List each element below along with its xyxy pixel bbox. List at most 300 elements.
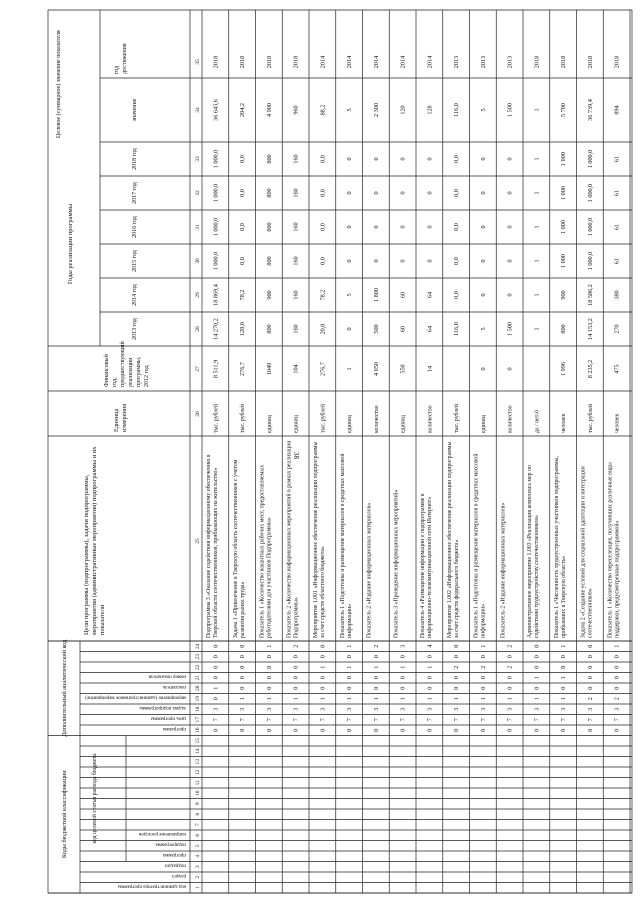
code-cell: 4: [426, 644, 434, 648]
row-label: Мероприятие 1.001 «Информационное обеспечение реализации подпрограммыза счет средств областного бюджета»: [313, 441, 326, 638]
row-label: Показатель 1 «Количество вакантных рабочих мест, предоставляемыхработодателями для участников Подпрограммы»: [259, 464, 273, 638]
column-number: 35: [195, 59, 201, 65]
column-number: 9: [195, 802, 201, 806]
row-fin-value: 8 511,9: [212, 359, 220, 379]
row-year-value: 1 500: [506, 322, 514, 336]
row-target-year: 2018: [533, 55, 541, 69]
row-label: Показатель 2 «Издание информационных материалов»: [500, 502, 507, 638]
code-cell: 0: [346, 676, 354, 680]
code-cell: 0: [479, 655, 487, 659]
row-target-year: 2013: [453, 55, 461, 69]
row-year-value: 0: [506, 157, 514, 161]
header-vertical-label: программа: [163, 726, 186, 732]
row-year-value: 0,0: [453, 257, 461, 265]
row-target-value: 1 500: [506, 103, 514, 117]
row-year-value: 1 000,0: [586, 251, 594, 271]
header-year: 2013 год: [132, 318, 138, 340]
row-target-value: 204,2: [239, 103, 247, 117]
row-unit: тыс. рублей: [213, 404, 220, 433]
code-cell: 1: [560, 697, 568, 701]
row-year-value: 0,0: [453, 291, 461, 299]
code-cell: 0: [346, 728, 354, 732]
code-cell: 0: [533, 655, 541, 659]
header-year: 2017 год: [132, 182, 138, 204]
code-cell: 1: [613, 644, 621, 648]
row-year-value: 1 000,0: [586, 217, 594, 237]
row-year-value: 0,0: [453, 223, 461, 231]
column-number: 25: [195, 538, 201, 544]
row-year-value: 1 000,0: [212, 183, 220, 203]
row-year-value: 0: [426, 225, 434, 229]
code-cell: 0: [533, 665, 541, 669]
code-cell: 0: [319, 686, 327, 690]
row-label: Подпрограмма 3 «Оказание содействия информационному обеспечению вТверской области соотечественников, прибывающих на жительство»: [206, 454, 219, 638]
column-number: 30: [195, 258, 201, 264]
row-target-year: 2013: [479, 55, 487, 69]
code-cell: 0: [346, 686, 354, 690]
code-cell: 0: [426, 655, 434, 659]
code-cell: 3: [346, 707, 354, 711]
row-year-value: 0: [346, 157, 354, 161]
row-year-value: 14 270,2: [212, 318, 220, 340]
code-cell: 7: [346, 718, 354, 722]
row-year-value: 0: [346, 259, 354, 263]
code-cell: 3: [426, 707, 434, 711]
code-cell: 0: [560, 655, 568, 659]
row-year-value: 1 000: [560, 220, 568, 234]
code-cell: 0: [239, 676, 247, 680]
header-vertical-label: мероприятие (административное мероприятие): [85, 694, 186, 700]
row-year-value: 0,0: [239, 257, 247, 265]
column-number: 11: [195, 780, 201, 786]
code-cell: 7: [506, 718, 514, 722]
row-year-value: 1 000,0: [586, 183, 594, 203]
row-unit: количество: [373, 405, 380, 433]
code-cell: 1: [372, 665, 380, 669]
row-unit: количество: [507, 405, 514, 433]
row-label: Показатель 2 «Издание информационных материалов»: [366, 502, 373, 638]
row-year-value: 0,0: [319, 257, 327, 265]
row-target-value: 5: [346, 108, 354, 112]
table-header: [55, 30, 201, 889]
table-body: [205, 56, 621, 638]
code-cell: 3: [212, 707, 220, 711]
column-number: 28: [195, 326, 201, 332]
row-year-value: 1: [533, 293, 541, 297]
row-year-value: 61: [613, 257, 621, 265]
code-cell: 0: [399, 686, 407, 690]
code-cell: 0: [453, 644, 461, 648]
row-year-value: 800: [265, 154, 273, 164]
code-cell: 0: [292, 686, 300, 690]
row-target-year: 2018: [239, 55, 247, 69]
row-year-value: 160: [292, 188, 300, 198]
code-cell: 0: [613, 686, 621, 690]
code-cell: 0: [319, 728, 327, 732]
code-cell: 2: [613, 697, 621, 701]
row-unit: да / нет-0: [534, 409, 541, 433]
row-year-value: 0,0: [453, 155, 461, 163]
row-year-value: 160: [292, 222, 300, 232]
row-year-value: 900: [265, 290, 273, 300]
code-cell: 3: [319, 707, 327, 711]
row-target-value: 2 300: [372, 103, 380, 117]
code-cell: 0: [426, 728, 434, 732]
code-cell: 0: [265, 676, 273, 680]
code-cell: 0: [533, 686, 541, 690]
code-cell: 0: [586, 676, 594, 680]
code-cell: 1: [265, 644, 273, 648]
row-year-value: 0: [399, 259, 407, 263]
header-years: Годы реализации программы: [67, 203, 74, 285]
code-cell: 0: [453, 728, 461, 732]
row-fin-value: 1: [346, 367, 354, 371]
row-year-value: 0,0: [239, 223, 247, 231]
row-year-value: 60: [399, 325, 407, 333]
row-target-year: 2018: [292, 55, 300, 69]
code-cell: 1: [453, 697, 461, 701]
row-fin-value: 4 050: [372, 362, 380, 376]
code-cell: 0: [265, 686, 273, 690]
code-cell: 2: [292, 644, 300, 648]
code-cell: 3: [479, 707, 487, 711]
header-year: 2016 год: [132, 216, 138, 238]
code-cell: 0: [479, 686, 487, 690]
table-rotated-frame: [48, 10, 632, 893]
code-cell: 0: [453, 676, 461, 680]
code-cell: 0: [212, 697, 220, 701]
header-value: значение: [132, 98, 138, 122]
column-number: 14: [195, 748, 201, 754]
code-cell: 3: [239, 707, 247, 711]
column-number: 23: [195, 654, 201, 660]
row-target-value: 128: [426, 105, 434, 115]
header-goals: Цели программы (подпрограммы), задачи подпрограммы,мероприятия (административные мероприятия) подпрограммы и ихпоказатели: [83, 446, 106, 635]
row-target-value: 116,0: [453, 103, 461, 117]
row-year-value: 1 800: [372, 288, 380, 302]
column-number: 6: [195, 833, 201, 837]
row-year-value: 0,0: [453, 189, 461, 197]
header-vertical-label: подраздел: [164, 862, 186, 868]
row-target-year: 2018: [613, 55, 621, 69]
row-year-value: 5: [479, 327, 487, 331]
row-year-value: 0: [479, 191, 487, 195]
row-label: Показатель 1 «Подготовка и размещение материалов в средствах массовойинформации»: [473, 453, 487, 638]
header-year: 2014 год: [132, 284, 138, 306]
code-cell: 0: [506, 686, 514, 690]
header-target-value: Целевое (суммарное) значение показателя: [56, 30, 62, 138]
code-cell: 7: [479, 718, 487, 722]
row-fin-value: 1049: [265, 362, 273, 376]
row-target-year: 2014: [426, 55, 434, 69]
code-cell: 0: [292, 655, 300, 659]
row-fin-value: 0: [479, 367, 487, 371]
row-year-value: 0: [479, 293, 487, 297]
code-cell: 0: [479, 676, 487, 680]
row-year-value: 1: [533, 225, 541, 229]
row-fin-value: 0: [506, 367, 514, 371]
code-cell: 1: [346, 665, 354, 669]
code-cell: 1: [265, 697, 273, 701]
row-year-value: 0: [506, 191, 514, 195]
row-year-value: 0: [399, 157, 407, 161]
row-year-value: 61: [613, 223, 621, 231]
row-year-value: 0: [479, 259, 487, 263]
row-year-value: 0: [506, 225, 514, 229]
code-cell: 0: [479, 728, 487, 732]
row-label: Показатель 4 «Размещение информации о подпрограмме винформационно-телекоммуникационной сети Интернет»: [420, 493, 433, 638]
row-target-value: 894: [613, 105, 621, 115]
row-year-value: 0: [426, 259, 434, 263]
code-cell: 3: [506, 707, 514, 711]
row-unit: тыс. рублей: [240, 404, 247, 433]
row-year-value: 0: [426, 191, 434, 195]
column-number: 31: [195, 224, 201, 230]
code-cell: 0: [560, 665, 568, 669]
code-cell: 0: [613, 728, 621, 732]
code-cell: 0: [239, 644, 247, 648]
row-target-value: 5: [479, 108, 487, 112]
code-cell: 7: [426, 718, 434, 722]
row-year-value: 0: [506, 293, 514, 297]
code-cell: 7: [372, 718, 380, 722]
code-cell: 3: [372, 707, 380, 711]
column-number: 16: [195, 727, 201, 733]
code-cell: 0: [372, 686, 380, 690]
row-year-value: 160: [292, 154, 300, 164]
row-fin-value: 550: [399, 364, 407, 374]
column-number: 34: [195, 107, 201, 113]
code-cell: 0: [265, 655, 273, 659]
header-vertical-label: цель программы: [150, 715, 186, 721]
row-target-value: 5 700: [560, 103, 568, 117]
row-unit: тыс. рублей: [454, 404, 461, 433]
row-label: Показатель 1 «Количество переселенцев, получивших различные видыподдержки, предусмотренные подпрограммой»: [607, 462, 621, 638]
code-cell: 0: [586, 728, 594, 732]
row-fin-value: 276,7: [319, 362, 327, 376]
row-target-year: 2018: [586, 55, 594, 69]
row-target-value: 36 739,4: [586, 99, 594, 121]
code-cell: 0: [239, 686, 247, 690]
row-year-value: 0: [479, 225, 487, 229]
header-vertical-label: раздел: [172, 873, 186, 879]
code-cell: 7: [212, 718, 220, 722]
column-number: 1: [195, 886, 201, 890]
code-cell: 1: [533, 697, 541, 701]
row-year-value: 160: [292, 256, 300, 266]
code-cell: 0: [426, 676, 434, 680]
code-cell: 0: [319, 644, 327, 648]
code-cell: 1: [426, 665, 434, 669]
code-cell: 0: [399, 676, 407, 680]
row-label: Показатель 1 «Подготовка и размещение материалов в средствах массовойинформации»: [339, 453, 353, 638]
row-year-value: 900: [560, 290, 568, 300]
column-number: 15: [195, 738, 201, 744]
code-cell: 3: [560, 707, 568, 711]
column-number: 17: [195, 717, 201, 723]
row-year-value: 0,0: [319, 189, 327, 197]
row-fin-value: 276,7: [239, 362, 247, 376]
header-vertical-label: код администратора программы: [117, 883, 186, 889]
row-year-value: 78,2: [239, 289, 247, 301]
row-year-value: 1: [533, 191, 541, 195]
row-target-year: 2018: [212, 55, 220, 69]
code-cell: 0: [372, 655, 380, 659]
row-label: Показатель 2 «Количество информационных мероприятий в рамках реализацииПодпрограммы»: [286, 440, 300, 638]
code-cell: 2: [586, 697, 594, 701]
header-vertical-label: направление расходов: [139, 831, 186, 837]
row-year-value: 0: [399, 225, 407, 229]
row-year-value: 1 000,0: [212, 149, 220, 169]
header-analytic-code: Дополнительный аналитический код: [61, 639, 68, 737]
code-cell: 3: [453, 707, 461, 711]
row-unit: тыс. рублей: [320, 404, 327, 433]
row-year-value: 61: [613, 189, 621, 197]
row-year-value: 0,0: [319, 155, 327, 163]
code-cell: 0: [399, 655, 407, 659]
code-cell: 0: [586, 644, 594, 648]
header-unit: Единицаизмерения: [113, 403, 128, 432]
row-year-value: 64: [426, 325, 434, 333]
row-year-value: 20,0: [319, 323, 327, 335]
row-year-value: 0: [372, 225, 380, 229]
row-year-value: 800: [265, 324, 273, 334]
row-target-year: 2018: [265, 55, 273, 69]
code-cell: 1: [506, 697, 514, 701]
row-year-value: 0: [346, 191, 354, 195]
code-cell: 0: [533, 728, 541, 732]
code-cell: 0: [506, 655, 514, 659]
code-cell: 0: [346, 655, 354, 659]
header-year: 2018 год: [132, 148, 138, 170]
row-year-value: 18 869,4: [212, 284, 220, 306]
row-target-value: 1: [533, 108, 541, 112]
column-number: 19: [195, 696, 201, 702]
code-cell: 0: [292, 728, 300, 732]
row-year-value: 1 000: [560, 254, 568, 268]
code-cell: 0: [613, 676, 621, 680]
code-cell: 0: [319, 676, 327, 680]
row-year-value: 800: [265, 256, 273, 266]
row-fin-value: 475: [613, 364, 621, 374]
row-target-value: 36 643,6: [212, 99, 220, 121]
row-year-value: 18 586,2: [586, 284, 594, 306]
code-cell: 7: [319, 718, 327, 722]
row-year-value: 0,0: [239, 155, 247, 163]
row-target-year: 2014: [372, 55, 380, 69]
code-cell: 3: [292, 707, 300, 711]
code-cell: 0: [453, 655, 461, 659]
table-code-columns: [212, 645, 620, 732]
row-year-value: 78,2: [319, 289, 327, 301]
code-cell: 1: [479, 697, 487, 701]
code-cell: 7: [265, 718, 273, 722]
code-cell: 1: [533, 676, 541, 680]
code-cell: 0: [212, 655, 220, 659]
row-label: Задача 2 «Создание условий для социальной адаптации и интеграциисоотечественников»: [580, 466, 594, 638]
row-year-value: 0: [346, 327, 354, 331]
row-year-value: 1 000,0: [212, 217, 220, 237]
row-year-value: 380: [613, 290, 621, 300]
code-cell: 1: [319, 665, 327, 669]
code-cell: 7: [399, 718, 407, 722]
code-cell: 0: [239, 655, 247, 659]
code-cell: 3: [399, 644, 407, 648]
code-cell: 7: [613, 718, 621, 722]
row-year-value: 1: [533, 157, 541, 161]
header-target-article: код целевой статьи расхода бюджета: [92, 753, 98, 844]
row-fin-value: 104: [292, 364, 300, 374]
code-cell: 0: [239, 728, 247, 732]
row-year-value: 120,0: [239, 322, 247, 336]
code-cell: 0: [212, 728, 220, 732]
row-label: Мероприятие 1.002 «Информационное обеспечение реализации подпрограммыза счет средств федерального бюджета»: [446, 441, 460, 638]
row-target-year: 2014: [399, 55, 407, 69]
code-cell: 0: [453, 686, 461, 690]
page-number: 38: [292, 452, 300, 459]
row-label: Показатель 1 «Численность трудоустроенных участников подпрограммы,прибывших в Тверскую область»: [553, 456, 567, 638]
row-year-value: 270: [613, 324, 621, 334]
rotated-program-table: [40, 6, 636, 899]
code-cell: 3: [399, 707, 407, 711]
row-year-value: 160: [292, 290, 300, 300]
row-unit: единиц: [347, 415, 354, 433]
table-grid-lines: [48, 10, 632, 893]
column-number: 8: [195, 812, 201, 816]
column-number: 20: [195, 685, 201, 691]
row-target-year: 2013: [506, 55, 514, 69]
column-number: 24: [195, 643, 201, 649]
code-cell: 7: [292, 718, 300, 722]
row-year-value: 61: [613, 155, 621, 163]
code-cell: 1: [372, 697, 380, 701]
row-year-value: 0: [426, 157, 434, 161]
code-cell: 2: [372, 644, 380, 648]
row-year-value: 1 000,0: [586, 149, 594, 169]
row-year-value: 0: [506, 259, 514, 263]
column-number: 12: [195, 769, 201, 775]
code-cell: 3: [613, 707, 621, 711]
code-cell: 7: [239, 718, 247, 722]
row-unit: единиц: [293, 415, 300, 433]
code-cell: 0: [586, 686, 594, 690]
row-year-value: 0: [399, 191, 407, 195]
header-fin-year: Финансовый год, предшествующий реализации программы, 2012 год: [104, 341, 150, 387]
column-number: 32: [195, 190, 201, 196]
code-cell: 0: [426, 686, 434, 690]
code-cell: 1: [399, 665, 407, 669]
column-number: 4: [195, 854, 201, 858]
row-unit: единиц: [266, 415, 273, 433]
code-cell: 0: [212, 644, 220, 648]
column-number: 10: [195, 790, 201, 796]
code-cell: 0: [292, 676, 300, 680]
header-vertical-label: программа: [163, 852, 186, 858]
header-year-achieved: год достижения: [114, 43, 128, 74]
code-cell: 1: [560, 644, 568, 648]
row-unit: человек: [561, 413, 568, 433]
row-fin-value: 1 996: [560, 362, 568, 376]
row-target-year: 2018: [560, 55, 568, 69]
row-year-value: 1: [533, 327, 541, 331]
code-cell: 0: [372, 676, 380, 680]
code-cell: 0: [265, 665, 273, 669]
row-year-value: 1 000: [560, 186, 568, 200]
row-year-value: 1 000: [560, 152, 568, 166]
row-year-value: 0,0: [319, 223, 327, 231]
code-cell: 0: [212, 665, 220, 669]
row-year-value: 0: [372, 259, 380, 263]
